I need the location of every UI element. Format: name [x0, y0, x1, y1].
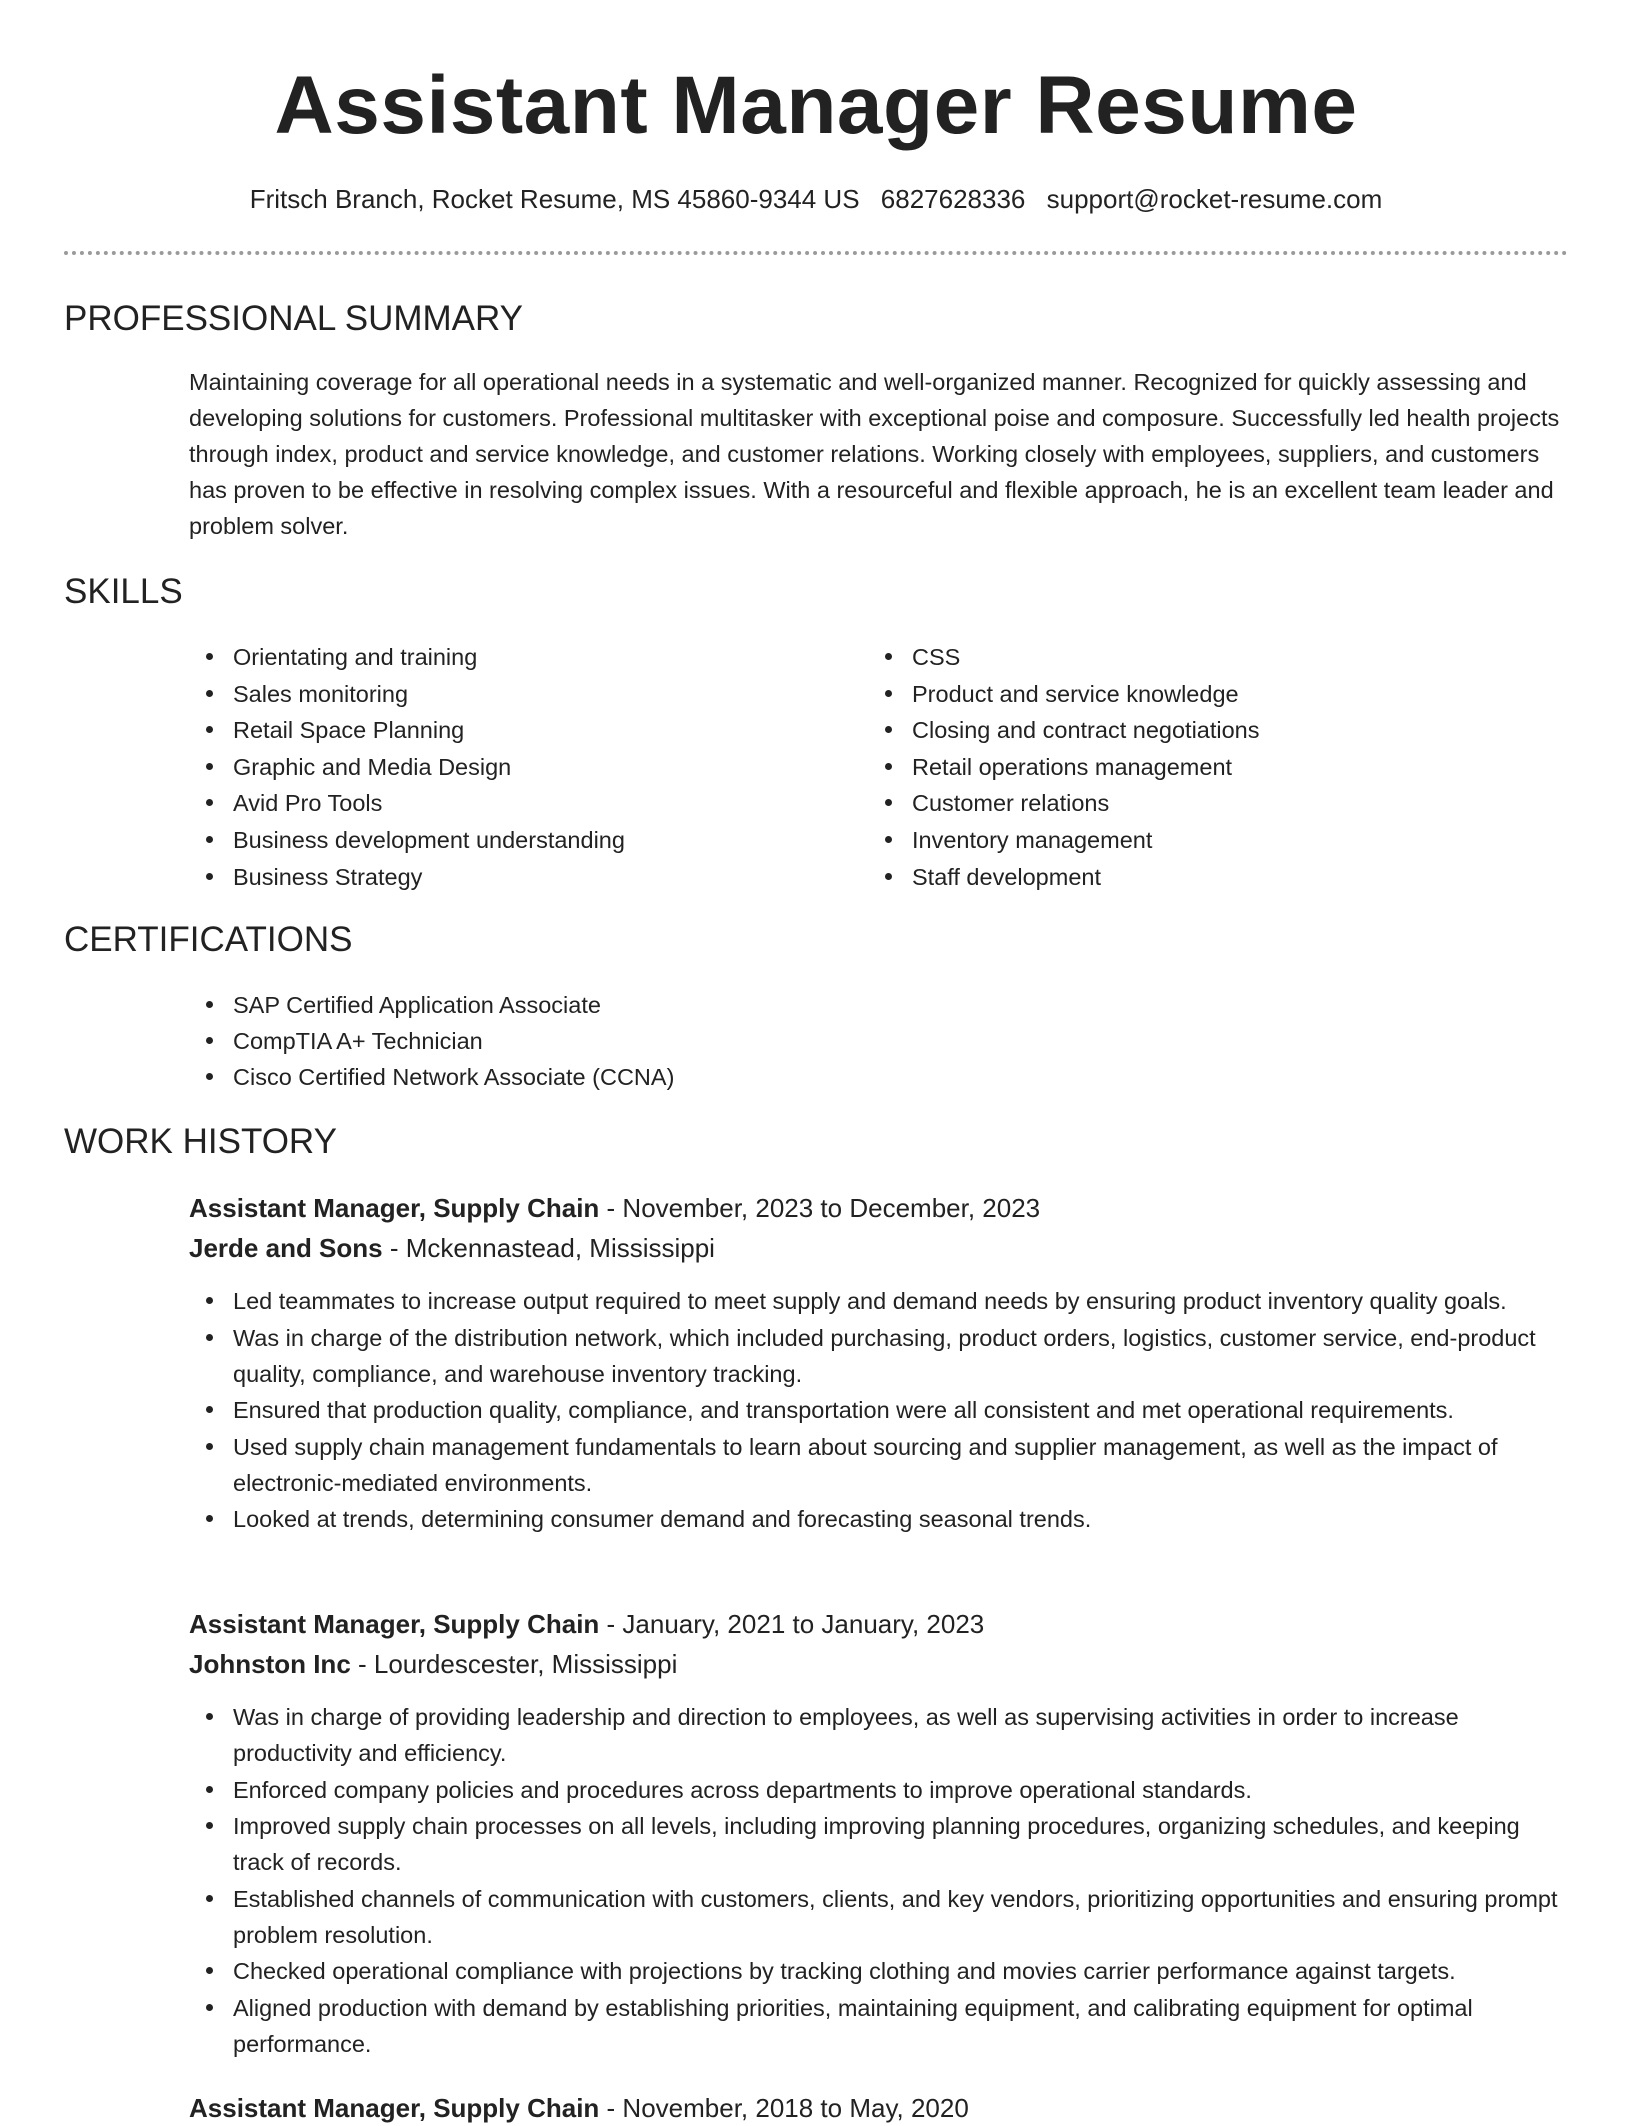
resume-title: Assistant Manager Resume: [274, 60, 1358, 151]
job-bullets: [189, 1283, 1569, 1538]
job-bullet: Enforced company policies and procedures across departments to improve operational standards.: [189, 1772, 1569, 1808]
job-company: Jerde and Sons: [189, 1233, 383, 1263]
job-bullet: Aligned production with demand by establishing priorities, maintaining equipment, and calibrating equipment for optimal performance.: [189, 1990, 1569, 2062]
certifications-list: [189, 987, 1569, 1095]
certifications-heading: CERTIFICATIONS: [64, 920, 353, 959]
summary-text: Maintaining coverage for all operational needs in a systematic and well-organized manner. Recognized for quickly assessing and developing solutions for customers. Professional multitasker with exceptional poise and composure. Successfully led health projects through index, product and service knowledge, and customer relations. Working closely with employees, suppliers, and customers has proven to be effective in resolving complex issues. With a resourceful and flexible approach, he is an excellent team leader and problem solver.: [189, 369, 1560, 539]
job-title: Assistant Manager, Supply Chain: [189, 1609, 600, 1639]
job-dates: - November, 2018 to May, 2020: [599, 2093, 969, 2123]
skill-item: Customer relations: [868, 785, 1528, 821]
contact-line: [0, 181, 1632, 217]
job-bullet: Ensured that production quality, compliance, and transportation were all consistent and met operational requirements.: [189, 1392, 1569, 1428]
job-dates: - January, 2021 to January, 2023: [599, 1609, 985, 1639]
contact-email: support@rocket-resume.com: [1046, 184, 1383, 214]
job-location: - Lourdescester, Mississippi: [350, 1649, 678, 1679]
skill-item: CSS: [868, 639, 1528, 675]
job-location: - Mckennastead, Mississippi: [382, 1233, 715, 1263]
skill-item: Inventory management: [868, 822, 1528, 858]
work-history-heading: WORK HISTORY: [64, 1122, 337, 1161]
contact-phone: 6827628336: [880, 184, 1026, 214]
job-title-line: [189, 2090, 969, 2126]
skill-item: Sales monitoring: [189, 676, 849, 712]
skill-item: Staff development: [868, 859, 1528, 895]
job-company-line: [189, 1646, 677, 1682]
job-title: Assistant Manager, Supply Chain: [189, 1193, 600, 1223]
job-bullet: Led teammates to increase output required to meet supply and demand needs by ensuring product inventory quality goals.: [189, 1283, 1569, 1319]
job-bullet: Established channels of communication with customers, clients, and key vendors, prioritizing opportunities and ensuring prompt problem resolution.: [189, 1881, 1569, 1953]
job-bullet: Checked operational compliance with projections by tracking clothing and movies carrier performance against targets.: [189, 1953, 1569, 1989]
skill-item: Closing and contract negotiations: [868, 712, 1528, 748]
skill-item: Retail operations management: [868, 749, 1528, 785]
job-bullets: [189, 1699, 1569, 2062]
skills-heading: SKILLS: [64, 572, 183, 611]
certification-item: Cisco Certified Network Associate (CCNA): [189, 1059, 1569, 1095]
job-bullet: Looked at trends, determining consumer demand and forecasting seasonal trends.: [189, 1501, 1569, 1537]
job-company-line: [189, 1230, 715, 1266]
skill-item: Retail Space Planning: [189, 712, 849, 748]
job-dates: - November, 2023 to December, 2023: [599, 1193, 1041, 1223]
job-title-line: [189, 1606, 984, 1642]
skill-item: Graphic and Media Design: [189, 749, 849, 785]
contact-address: Fritsch Branch, Rocket Resume, MS 45860-9344 US: [249, 184, 860, 214]
job-bullet: Was in charge of providing leadership and direction to employees, as well as supervising activities in order to increase productivity and efficiency.: [189, 1699, 1569, 1771]
skills-list-right: [868, 639, 1528, 895]
certification-item: CompTIA A+ Technician: [189, 1023, 1569, 1059]
job-bullet: Improved supply chain processes on all levels, including improving planning procedures, organizing schedules, and keeping track of records.: [189, 1808, 1569, 1880]
job-title-line: [189, 1190, 1040, 1226]
job-title: Assistant Manager, Supply Chain: [189, 2093, 600, 2123]
certification-item: SAP Certified Application Associate: [189, 987, 1569, 1023]
job-company: Johnston Inc: [189, 1649, 351, 1679]
skill-item: Business development understanding: [189, 822, 849, 858]
skill-item: Avid Pro Tools: [189, 785, 849, 821]
skills-list-left: [189, 639, 849, 895]
skill-item: Product and service knowledge: [868, 676, 1528, 712]
header-divider: [64, 251, 1568, 255]
job-bullet: Used supply chain management fundamentals to learn about sourcing and supplier management, as well as the impact of electronic-mediated environments.: [189, 1429, 1569, 1501]
skill-item: Orientating and training: [189, 639, 849, 675]
job-bullet: Was in charge of the distribution network, which included purchasing, product orders, logistics, customer service, end-product quality, compliance, and warehouse inventory tracking.: [189, 1320, 1569, 1392]
summary-heading: PROFESSIONAL SUMMARY: [64, 299, 523, 338]
skill-item: Business Strategy: [189, 859, 849, 895]
